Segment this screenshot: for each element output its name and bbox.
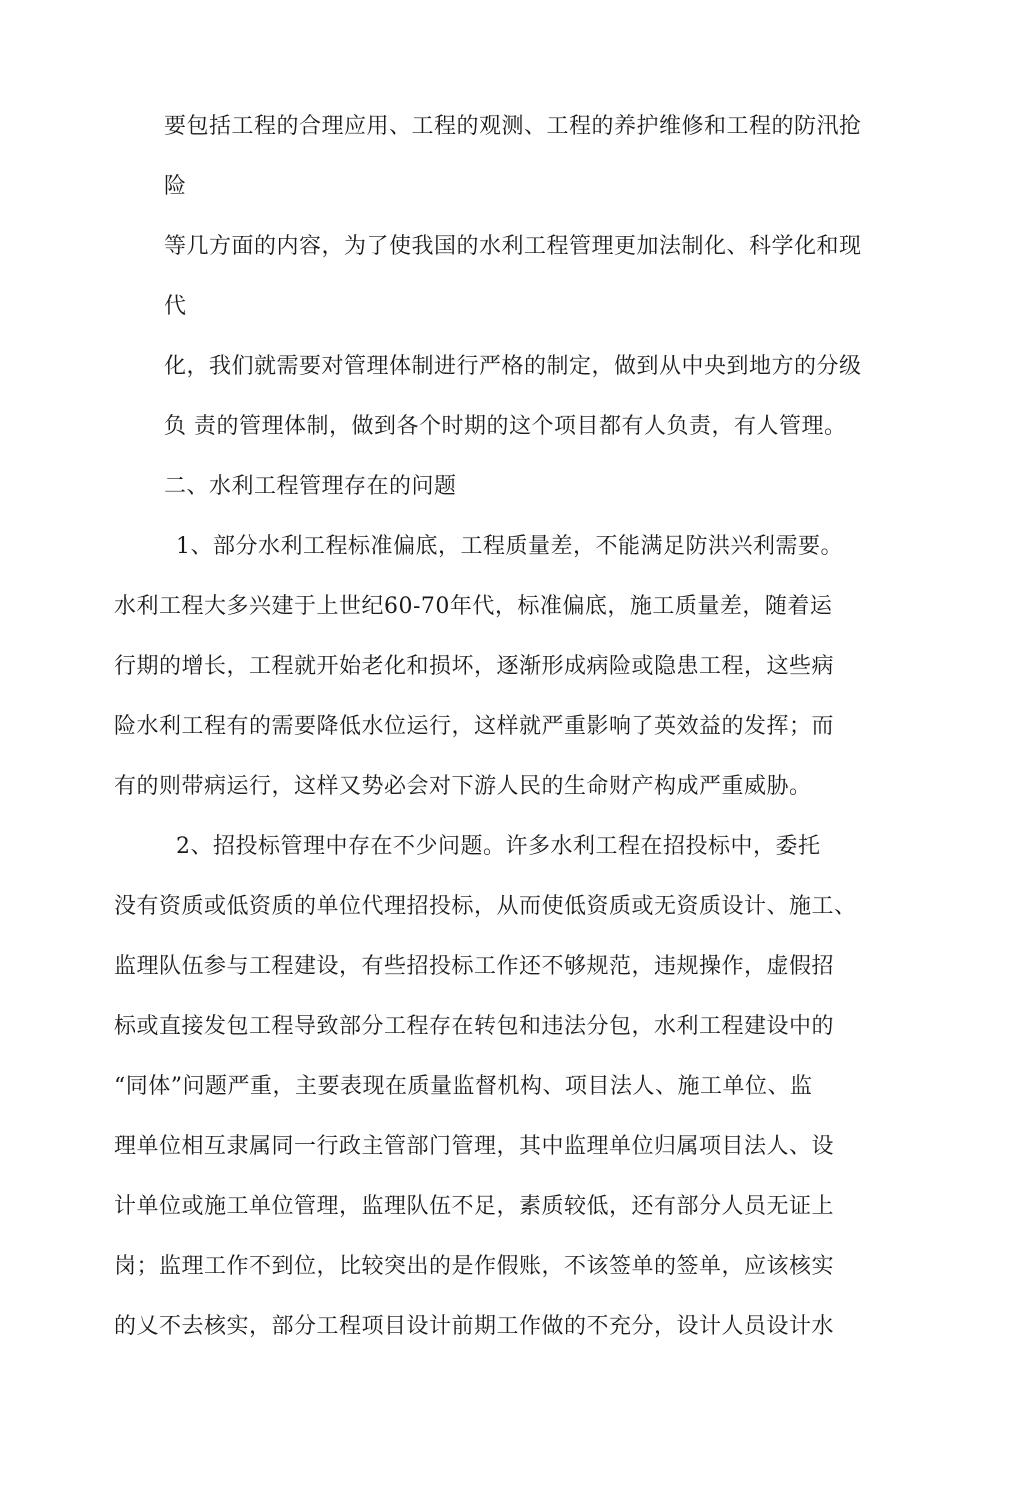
text-line: 代 <box>164 294 187 319</box>
text-line: 没有资质或低资质的单位代理招投标，从而使低资质或无资质设计、施工、 <box>114 894 857 919</box>
text-line: “同体”问题严重，主要表现在质量监督机构、项目法人、施工单位、监 <box>114 1074 813 1099</box>
text-line: 理单位相互隶属同一行政主管部门管理，其中监理单位归属项目法人、设 <box>114 1134 835 1159</box>
text-line: 计单位或施工单位管理，监理队伍不足，素质较低，还有部分人员无证上 <box>114 1194 835 1219</box>
text-line: 险水利工程有的需要降低水位运行，这样就严重影响了英效益的发挥；而 <box>114 714 835 739</box>
text-line: 2、招投标管理中存在不少问题。许多水利工程在招投标中，委托 <box>176 834 821 859</box>
text-line: 标或直接发包工程导致部分工程存在转包和违法分包，水利工程建设中的 <box>114 1014 835 1039</box>
text-line: 险 <box>164 174 187 199</box>
text-line: 行期的增长，工程就开始老化和损坏，逐渐形成病险或隐患工程，这些病 <box>114 654 835 679</box>
text-line: 要包括工程的合理应用、工程的观测、工程的养护维修和工程的防汛抢 <box>164 114 862 139</box>
section-heading: 二、水利工程管理存在的问题 <box>164 474 457 499</box>
text-line: 有的则带病运行，这样又势必会对下游人民的生命财产构成严重威胁。 <box>114 774 812 799</box>
text-line: 的乂不去核实，部分工程项目设计前期工作做的不充分，设计人员设计水 <box>114 1314 835 1339</box>
text-line: 监理队伍参与工程建设，有些招投标工作还不够规范，违规操作，虚假招 <box>114 954 835 979</box>
text-line: 化，我们就需要对管理体制进行严格的制定，做到从中央到地方的分级 <box>164 354 862 379</box>
text-line: 1、部分水利工程标准偏底，工程质量差，不能满足防洪兴利需要。 <box>176 534 843 559</box>
text-line: 等几方面的内容，为了使我国的水利工程管理更加法制化、科学化和现 <box>164 234 862 259</box>
text-line: 水利工程大多兴建于上世纪60-70年代，标准偏底，施工质量差，随着运 <box>114 594 833 619</box>
text-line: 负 责的管理体制，做到各个时期的这个项目都有人负责，有人管理。 <box>164 414 847 439</box>
text-line: 岗；监理工作不到位，比较突出的是作假账，不该签单的签单，应该核实 <box>114 1254 835 1279</box>
